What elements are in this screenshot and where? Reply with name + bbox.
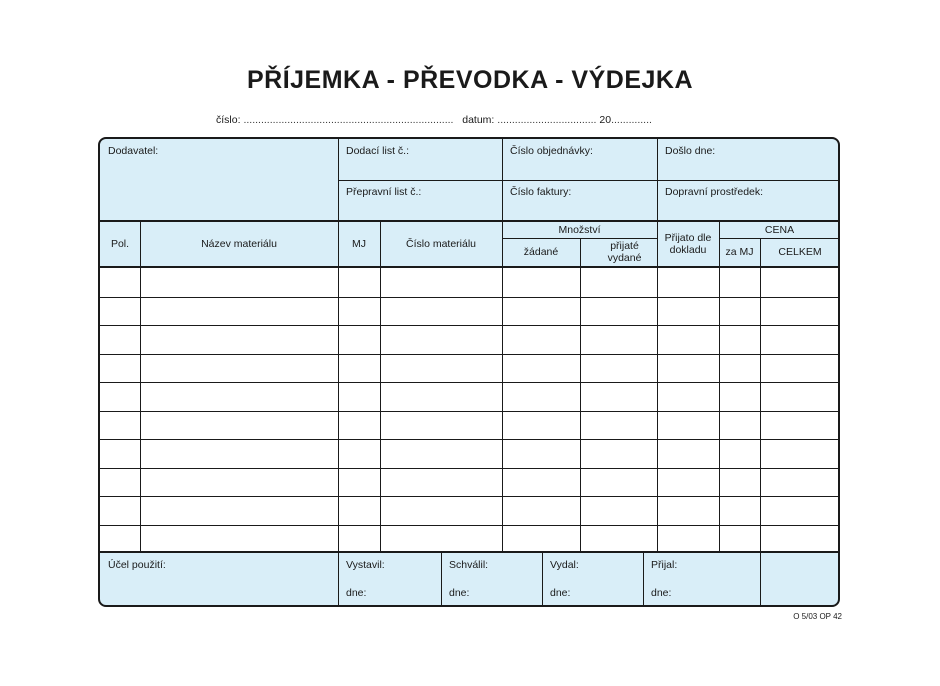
dodaci-list-label: Dodací list č.: [346,145,410,157]
doslo-dne-cell[interactable] [657,139,840,180]
grid-vline [338,221,339,552]
table-body[interactable] [100,267,840,552]
grid-vline [502,221,503,552]
top-section-border [100,220,840,222]
header-bottom-border [100,266,840,268]
prijal-dne-label: dne: [651,587,672,599]
table-row-line [100,468,840,469]
table-row-line [100,297,840,298]
table-row-line [100,411,840,412]
ucel-pouziti-cell[interactable] [100,553,338,607]
form-code: O 5/03 OP 42 [793,612,842,621]
grid-hline [338,180,840,181]
dodavatel-label: Dodavatel: [108,145,159,157]
cislo-faktury-label: Číslo faktury: [510,186,572,198]
vystavil-dne-label: dne: [346,587,367,599]
grid-vline [338,553,339,607]
col-header-celkem: CELKEM [778,246,822,258]
grid-hline [502,238,657,239]
doslo-dne-label: Došlo dne: [665,145,716,157]
datum-field[interactable]: .................................. [497,114,597,126]
extra-signature-cell[interactable] [760,553,840,607]
table-row-line [100,325,840,326]
datum-label: datum: [462,114,495,126]
vydal-dne-label: dne: [550,587,571,599]
vystavil-label: Vystavil: [346,559,385,571]
col-header-cislo-materialu: Číslo materiálu [405,237,477,250]
col-header-za-mj: za MJ [725,246,754,258]
grid-vline [760,553,761,607]
cislo-objednavky-cell[interactable] [502,139,657,180]
table-row-line [100,382,840,383]
dodaci-list-cell[interactable] [338,139,502,180]
year-prefix: 20 [599,114,612,126]
grid-vline [760,238,761,552]
form-title: PŘÍJEMKA - PŘEVODKA - VÝDEJKA [246,66,694,94]
table-row-line [100,354,840,355]
prepravni-list-label: Přepravní list č.: [346,186,422,198]
cislo-objednavky-label: Číslo objednávky: [510,145,593,157]
grid-vline [380,221,381,552]
cislo-label: číslo: [216,114,241,126]
number-date-line [216,114,652,126]
dodavatel-cell[interactable] [100,139,338,221]
ucel-pouziti-label: Účel použití: [108,559,166,571]
cislo-faktury-cell[interactable] [502,180,657,221]
col-header-prijate-vydane: přijaté vydané [607,240,642,264]
vydal-cell[interactable] [542,553,643,607]
col-header-zadane: žádané [523,246,559,258]
prijal-cell[interactable] [643,553,760,607]
form-grid [98,137,840,607]
schvalil-cell[interactable] [441,553,542,607]
schvalil-dne-label: dne: [449,587,470,599]
col-header-mnozstvi: Množství [558,223,601,236]
vydal-label: Vydal: [550,559,579,571]
table-row-line [100,439,840,440]
prepravni-list-cell[interactable] [338,180,502,221]
prijal-label: Přijal: [651,559,678,571]
year-field[interactable]: .............. [611,114,652,126]
grid-vline [719,221,720,552]
grid-hline [719,238,840,239]
table-row-line [100,525,840,526]
body-bottom-border [100,551,840,553]
dopravni-prostredek-cell[interactable] [657,180,840,221]
cislo-field[interactable]: ........................................................................ [243,114,454,126]
dopravni-prostredek-label: Dopravní prostředek: [665,186,764,198]
col-header-nazev: Název materiálu [201,237,277,250]
grid-vline [441,553,442,607]
col-header-prijato-dle-dokladu: Přijato dle dokladu [664,231,712,256]
grid-vline [140,221,141,552]
col-header-mj: MJ [352,237,366,250]
grid-vline [643,553,644,607]
grid-vline [657,221,658,552]
grid-vline [542,553,543,607]
col-header-cena: CENA [764,223,795,236]
table-row-line [100,496,840,497]
col-header-pol: Pol. [110,237,130,250]
grid-vline [580,238,581,552]
vystavil-cell[interactable] [338,553,441,607]
schvalil-label: Schválil: [449,559,489,571]
